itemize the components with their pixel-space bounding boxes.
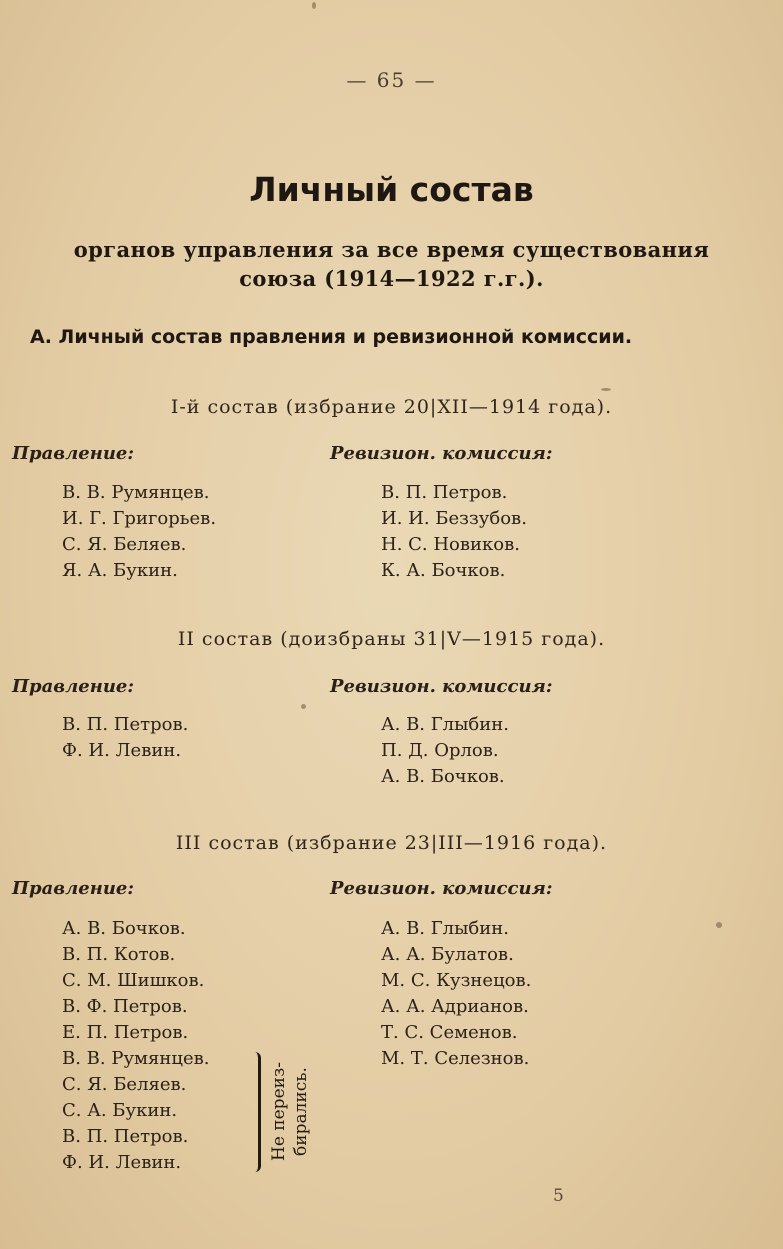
subtitle-line-1: органов управления за все время существования (73, 237, 710, 262)
audit-list-2 (381, 712, 509, 790)
list-item: В. П. Петров. (62, 1126, 189, 1147)
list-item: А. А. Адрианов. (381, 996, 529, 1017)
list-item: И. И. Беззубов. (381, 508, 527, 529)
board-label-3: Правление: (12, 878, 135, 899)
paper-speck (312, 2, 316, 9)
board-list-1 (62, 480, 216, 584)
list-item: С. М. Шишков. (62, 970, 205, 991)
page-title: Личный состав (249, 170, 534, 209)
board-label-1: Правление: (12, 443, 135, 464)
list-item: В. Ф. Петров. (62, 996, 188, 1017)
list-item: Ф. И. Левин. (62, 1152, 182, 1173)
composition-3-heading: III состав (избрание 23|III—1916 года). (175, 832, 608, 854)
list-item: А. В. Глыбин. (381, 918, 509, 939)
board-list-2 (62, 712, 188, 764)
subtitle-line-2: союза (1914—1922 г.г.). (239, 266, 544, 291)
list-item: В. П. Петров. (62, 714, 189, 735)
paper-speck (301, 704, 306, 709)
list-item: М. С. Кузнецов. (381, 970, 532, 991)
audit-list-3 (381, 916, 531, 1072)
board-label-2: Правление: (12, 676, 135, 697)
board-list-3 (62, 916, 209, 1176)
list-item: Н. С. Новиков. (381, 534, 520, 555)
list-item: П. Д. Орлов. (381, 740, 499, 761)
list-item: А. В. Бочков. (381, 766, 505, 787)
page-number: — 65 — (346, 68, 437, 92)
audit-label-2: Ревизион. комиссия: (330, 676, 553, 697)
audit-list-1 (381, 480, 527, 584)
paper-speck (716, 922, 722, 928)
composition-1-heading: I-й состав (избрание 20|XII—1914 года). (170, 396, 613, 418)
list-item: А. А. Булатов. (381, 944, 514, 965)
list-item: А. В. Глыбин. (381, 714, 509, 735)
side-note: Не переиз- бирались. (269, 1062, 311, 1162)
list-item: С. Я. Беляев. (62, 534, 187, 555)
list-item: В. П. Котов. (62, 944, 176, 965)
list-item: Е. П. Петров. (62, 1022, 189, 1043)
list-item: В. В. Румянцев. (62, 482, 210, 503)
list-item: С. Я. Беляев. (62, 1074, 187, 1095)
list-item: Я. А. Букин. (62, 560, 178, 581)
signature-mark: 5 (553, 1186, 564, 1206)
list-item: К. А. Бочков. (381, 560, 506, 581)
paper-speck (601, 388, 611, 391)
list-item: С. А. Букин. (62, 1100, 178, 1121)
section-a-heading: А. Личный состав правления и ревизионной комиссии. (30, 326, 633, 348)
list-item: В. В. Румянцев. (62, 1048, 210, 1069)
list-item: В. П. Петров. (381, 482, 508, 503)
list-item: Ф. И. Левин. (62, 740, 182, 761)
list-item: А. В. Бочков. (62, 918, 186, 939)
audit-label-3: Ревизион. комиссия: (330, 878, 553, 899)
composition-2-heading: II состав (доизбраны 31|V—1915 года). (177, 628, 606, 650)
grouping-brace (250, 1052, 261, 1172)
list-item: И. Г. Григорьев. (62, 508, 217, 529)
list-item: М. Т. Селезнов. (381, 1048, 530, 1069)
audit-label-1: Ревизион. комиссия: (330, 443, 553, 464)
list-item: Т. С. Семенов. (381, 1022, 518, 1043)
